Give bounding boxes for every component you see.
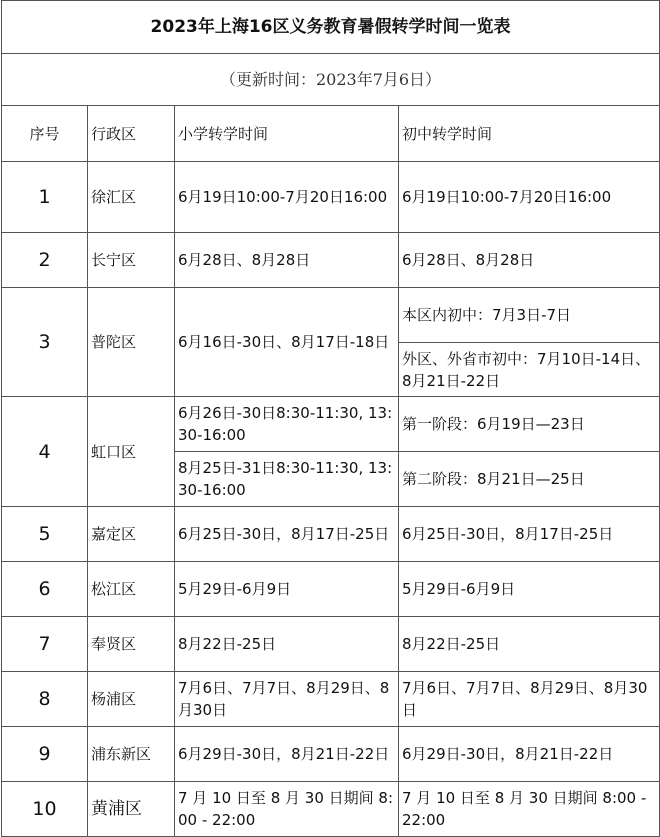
row-number: 6 (2, 562, 88, 617)
row-number: 2 (2, 233, 88, 288)
primary-time-cell: 6月16日-30日、8月17日-18日 (175, 288, 399, 397)
primary-time-cell: 5月29日-6月9日 (175, 562, 399, 617)
row-number: 4 (2, 397, 88, 507)
junior-time-cell: 本区内初中：7月3日-7日 (399, 288, 660, 343)
title-row (2, 1, 660, 54)
junior-time-cell: 6月29日-30日，8月21日-22日 (399, 727, 660, 782)
row-number: 3 (2, 288, 88, 397)
table-title: 2023年上海16区义务教育暑假转学时间一览表 (2, 1, 660, 54)
transfer-schedule-table (1, 0, 660, 837)
primary-time-cell: 8月25日-31日8:30-11:30, 13:30-16:00 (175, 452, 399, 507)
primary-time-cell: 7 月 10 日至 8 月 30 日期间 8:00 - 22:00 (175, 782, 399, 837)
primary-time-cell: 6月28日、8月28日 (175, 233, 399, 288)
district-cell: 奉贤区 (88, 617, 175, 672)
district-cell: 黄浦区 (88, 782, 175, 837)
district-cell: 浦东新区 (88, 727, 175, 782)
table-row (2, 288, 660, 343)
junior-time-cell: 8月22日-25日 (399, 617, 660, 672)
header-district: 行政区 (88, 106, 175, 162)
junior-time-cell: 6月19日10:00-7月20日16:00 (399, 162, 660, 233)
district-cell: 嘉定区 (88, 507, 175, 562)
primary-time-cell: 8月22日-25日 (175, 617, 399, 672)
junior-time-cell: 5月29日-6月9日 (399, 562, 660, 617)
junior-time-cell: 6月28日、8月28日 (399, 233, 660, 288)
district-cell: 长宁区 (88, 233, 175, 288)
district-cell: 松江区 (88, 562, 175, 617)
row-number: 8 (2, 672, 88, 727)
primary-time-cell: 6月25日-30日，8月17日-25日 (175, 507, 399, 562)
row-number: 10 (2, 782, 88, 837)
table-row (2, 162, 660, 233)
district-cell: 普陀区 (88, 288, 175, 397)
header-no: 序号 (2, 106, 88, 162)
table-row (2, 507, 660, 562)
row-number: 7 (2, 617, 88, 672)
table-row (2, 782, 660, 837)
district-cell: 杨浦区 (88, 672, 175, 727)
junior-time-cell: 7 月 10 日至 8 月 30 日期间 8:00 - 22:00 (399, 782, 660, 837)
junior-time-cell: 第二阶段：8月21日—25日 (399, 452, 660, 507)
header-junior: 初中转学时间 (399, 106, 660, 162)
header-primary: 小学转学时间 (175, 106, 399, 162)
primary-time-cell: 6月19日10:00-7月20日16:00 (175, 162, 399, 233)
row-number: 5 (2, 507, 88, 562)
table-row (2, 617, 660, 672)
junior-time-cell: 第一阶段：6月19日—23日 (399, 397, 660, 452)
junior-time-cell: 6月25日-30日，8月17日-25日 (399, 507, 660, 562)
table-row (2, 233, 660, 288)
district-cell: 徐汇区 (88, 162, 175, 233)
junior-time-cell: 7月6日、7月7日、8月29日、8月30日 (399, 672, 660, 727)
primary-time-cell: 6月26日-30日8:30-11:30, 13:30-16:00 (175, 397, 399, 452)
table-row (2, 562, 660, 617)
row-number: 1 (2, 162, 88, 233)
district-cell: 虹口区 (88, 397, 175, 507)
table-row (2, 397, 660, 452)
update-row (2, 54, 660, 106)
junior-time-cell: 外区、外省市初中：7月10日-14日、8月21日-22日 (399, 343, 660, 397)
row-number: 9 (2, 727, 88, 782)
table-row (2, 727, 660, 782)
update-time: （更新时间：2023年7月6日） (2, 54, 660, 106)
primary-time-cell: 7月6日、7月7日、8月29日、8月30日 (175, 672, 399, 727)
header-row (2, 106, 660, 162)
primary-time-cell: 6月29日-30日，8月21日-22日 (175, 727, 399, 782)
table-row (2, 672, 660, 727)
